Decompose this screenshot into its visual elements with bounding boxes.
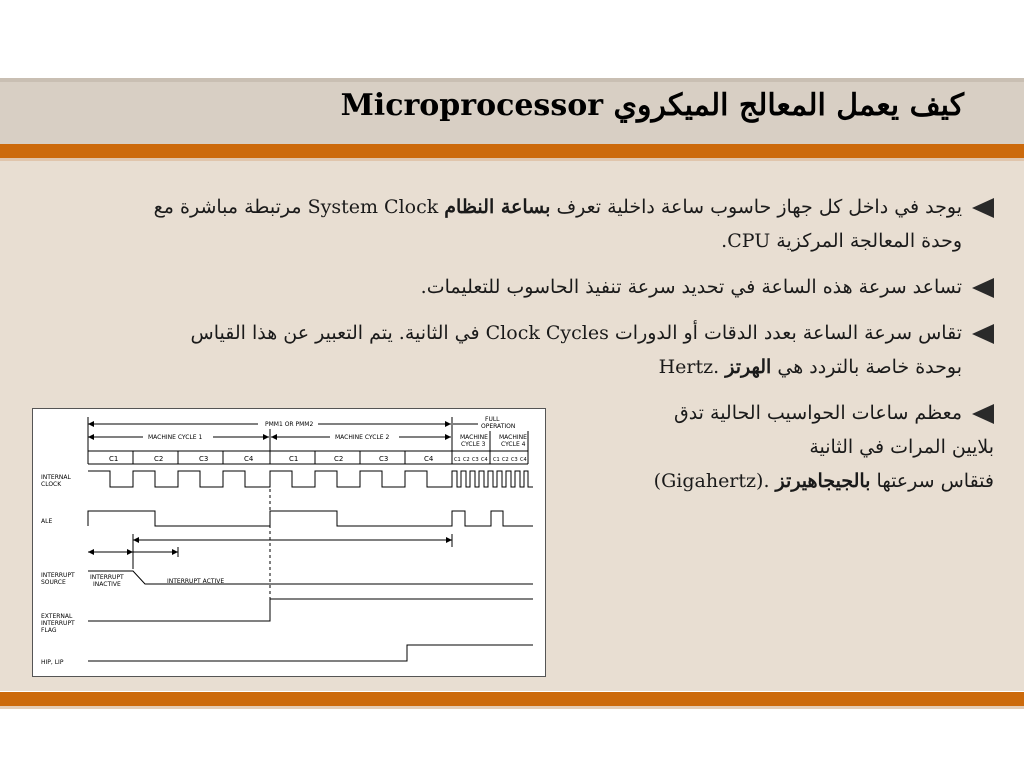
bullet-clock-cycles	[32, 316, 962, 384]
cycle-label: C4	[244, 455, 254, 463]
divider-shadow-bottom	[0, 706, 1024, 709]
small-cycle-label: C4	[481, 457, 488, 463]
bullet-system-clock	[32, 190, 962, 258]
machine-cycle-4-label-2: CYCLE 4	[501, 441, 526, 448]
cycle-label: C4	[424, 455, 434, 463]
bullet-latin-term: (Gigahertz).	[653, 470, 770, 492]
bullet-text: يوجد في داخل كل جهاز حاسوب ساعة داخلية تعرف	[550, 196, 962, 218]
orange-divider-bottom	[0, 692, 1024, 706]
bullet-text: مرتبطة مباشرة مع	[153, 196, 308, 218]
arrowhead	[127, 549, 133, 555]
interrupt-inactive-1: INTERRUPT	[90, 574, 124, 581]
machine-cycle-1-label: MACHINE CYCLE 1	[148, 434, 203, 441]
cycle-label: C3	[199, 455, 209, 463]
arrowhead	[172, 549, 178, 555]
small-cycle-label: C2	[502, 457, 509, 463]
interrupt-source-waveform	[88, 571, 533, 584]
small-cycle-label: C1	[454, 457, 461, 463]
signal-interrupt-source-1: INTERRUPT	[41, 572, 75, 579]
bullet-text: في الثانية. يتم التعبير عن هذا القياس	[190, 322, 486, 344]
title-latin: Microprocessor	[340, 88, 604, 123]
bullet-clock-speed	[32, 270, 962, 304]
arrowhead	[133, 537, 139, 543]
ale-waveform	[88, 511, 533, 526]
arrowhead	[88, 421, 94, 427]
bullet-text: وحدة المعالجة المركزية CPU.	[721, 230, 962, 252]
signal-hip-lip: HIP, LIP	[41, 659, 64, 666]
bullet-latin-term: Clock Cycles	[485, 322, 609, 344]
full-operation-label-1: FULL	[485, 416, 500, 423]
cycle-label: C1	[289, 455, 299, 463]
pmm-label: PMM1 OR PMM2	[265, 421, 314, 428]
bullet-text: معظم ساعات الحواسيب الحالية تدق	[673, 402, 962, 424]
bullet-text: بوحدة خاصة بالتردد هي	[771, 356, 962, 378]
signal-interrupt-source-2: SOURCE	[41, 579, 66, 586]
small-cycle-label: C4	[520, 457, 527, 463]
cycle-label: C2	[334, 455, 344, 463]
bullet-text: تقاس سرعة الساعة بعدد الدقات أو الدورات	[608, 322, 962, 344]
bullet-arrow-icon	[972, 404, 994, 424]
hip-lip-waveform	[88, 645, 533, 661]
machine-cycle-3-label-1: MACHINE	[460, 434, 488, 441]
bullet-bold-term: الهرتز	[725, 356, 772, 378]
signal-ext-interrupt-1: EXTERNAL	[41, 613, 73, 620]
bullet-latin-term: Hertz.	[658, 356, 720, 378]
bullet-text: تساعد سرعة هذه الساعة في تحديد سرعة تنفيذ الحاسوب للتعليمات.	[420, 276, 962, 298]
timing-diagram	[32, 408, 546, 677]
arrowhead	[446, 537, 452, 543]
cycle-label: C2	[154, 455, 164, 463]
title-stripe	[0, 78, 1024, 82]
external-interrupt-waveform	[88, 599, 533, 621]
cycle-label: C3	[379, 455, 389, 463]
signal-internal-clock-1: INTERNAL	[41, 474, 71, 481]
arrowhead	[271, 434, 277, 440]
slide-title	[341, 88, 964, 123]
bullet-arrow-icon	[972, 278, 994, 298]
timing-diagram-svg	[33, 409, 545, 676]
arrowhead	[88, 549, 94, 555]
bullet-latin-term: System Clock	[307, 196, 439, 218]
bullet-text: فتقاس سرعتها	[870, 470, 994, 492]
interrupt-active-label: INTERRUPT ACTIVE	[167, 578, 225, 585]
machine-cycle-2-label: MACHINE CYCLE 2	[335, 434, 390, 441]
bullet-arrow-icon	[972, 198, 994, 218]
bullet-bold-term: بالجيجاهيرتز	[775, 470, 871, 492]
bullet-bold-term: بساعة النظام	[444, 196, 551, 218]
cycle-label: C1	[109, 455, 119, 463]
arrowhead	[445, 421, 451, 427]
internal-clock-waveform	[88, 471, 533, 487]
signal-ext-interrupt-2: INTERRUPT	[41, 620, 75, 627]
small-cycle-label: C1	[493, 457, 500, 463]
orange-divider-top	[0, 144, 1024, 158]
machine-cycle-4-label-1: MACHINE	[499, 434, 527, 441]
full-operation-label-2: OPERATION	[481, 423, 516, 430]
arrowhead	[445, 434, 451, 440]
bullet-text: بلايين المرات في الثانية	[809, 436, 994, 458]
small-cycle-label: C2	[463, 457, 470, 463]
bullet-arrow-icon	[972, 324, 994, 344]
signal-ale: ALE	[41, 518, 53, 525]
small-cycle-label: C3	[511, 457, 518, 463]
machine-cycle-3-label-2: CYCLE 3	[461, 441, 486, 448]
arrowhead	[263, 434, 269, 440]
small-cycle-label: C3	[472, 457, 479, 463]
signal-internal-clock-2: CLOCK	[41, 481, 62, 488]
title-arabic: كيف يعمل المعالج الميكروي	[613, 88, 964, 123]
signal-ext-interrupt-3: FLAG	[41, 627, 57, 634]
arrowhead	[88, 434, 94, 440]
interrupt-inactive-2: INACTIVE	[93, 581, 121, 588]
